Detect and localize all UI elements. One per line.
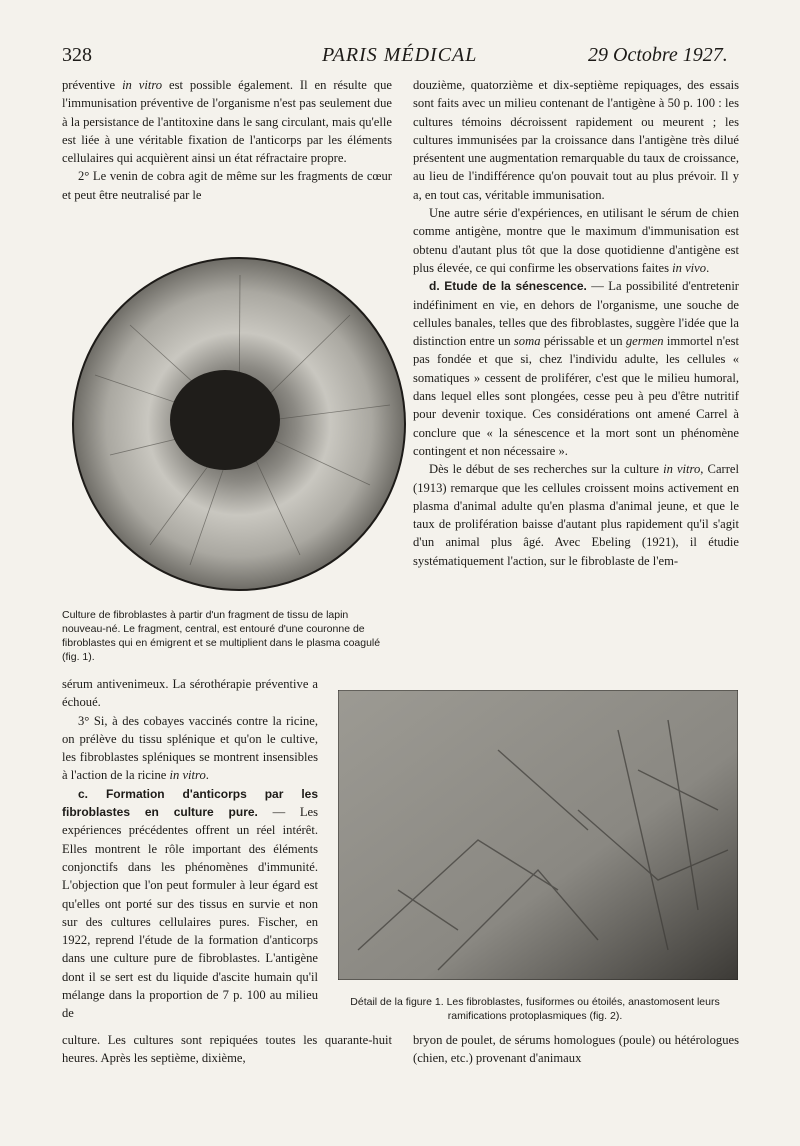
issue-date: 29 Octobre 1927. <box>588 44 728 66</box>
section-heading: d. Etude de la sénescence. <box>429 279 587 294</box>
section-heading: c. Formation d'anticorps par les fibroblastes en culture pure. <box>62 786 318 820</box>
page-number: 328 <box>62 44 92 66</box>
paragraph: Une autre série d'expériences, en utilisant le sérum de chien comme antigène, montre que le maximum d'immunisation est obtenu d'autant plus tôt que la dose quotidienne d'antigène est plus élevée, ce qui confirme les observations faites in vivo. <box>413 206 739 275</box>
paragraph: 3° Si, à des cobayes vaccinés contre la ricine, on prélève du tissu splénique et qu'on le cultive, les fibroblastes spléniques se montrent insensibles à l'action de la ricine in vitro. <box>62 713 318 783</box>
narrow-column-text <box>62 675 318 1023</box>
journal-title: PARIS MÉDICAL <box>322 44 478 66</box>
figure-1-caption: Culture de fibroblastes à partir d'un fragment de tissu de lapin nouveau-né. Le fragment, central, est entouré d'une couronne de fibroblastes qui en émigrent et se multiplient dans le plasma coagulé (fig. 1). <box>62 609 381 663</box>
bottom-right-text: bryon de poulet, de sérums homologues (poule) ou hétérologues (chien, etc.) provenant d'animaux <box>413 1033 739 1066</box>
paragraph: Dès le début de ses recherches sur la culture in vitro, Carrel (1913) remarque que les cellules croissent moins activement en plasma d'animal adulte qu'en plasma d'animal jeune, et que le taux de prolifération baisse d'autant plus rapidement qu'il s'agit d'un animal plus âgé. Avec Ebeling (1921), il étudie systématiquement l'action, sur le fibroblaste de l'em- <box>413 462 740 568</box>
paragraph: 2° Le venin de cobra agit de même sur les fragments de cœur et peut être neutralisé par le <box>62 169 392 202</box>
section-d: d. Etude de la sénescence. — La possibilité d'entretenir indéfiniment en vie, en dehors de l'organisme, une souche de cellules banales, telles que des fibroblastes, suggère l'idée que la distinction entre un soma périssable et un germen immortel n'est pas fondée et que si, chez l'individu adulte, les cellules « somatiques » cessent de proliférer, c'est que le milieu humoral, dans lequel elles sont plongées, cesse peu à peu d'être nutritif pour devenir toxique. Ces considérations ont amené Carrel à conclure que « la sénescence et la mort sont un phénomène contingent et non nécessaire ». <box>413 279 740 458</box>
figure-2-caption: Détail de la figure 1. Les fibroblastes, fusiformes ou étoilés, anastomosent leurs ramifications protoplasmiques (fig. 2). <box>350 996 720 1022</box>
section-c: c. Formation d'anticorps par les fibroblastes en culture pure. — Les expériences précédentes offrent un réel intérêt. Elles montrent le rôle important des éléments conjonctifs dans les phénomènes d'immunité. L'objection que l'on peut formuler à leur égard est qu'elles ont porté sur des tissus en survie et non sur des cultures cellulaires pures. Fischer, en 1922, reprend l'étude de la formation d'anticorps dans une culture pure de fibroblastes. L'antigène dont il se sert est du liquide d'ascite humain qu'il mélange dans la proportion de 7 p. 100 au milieu de <box>62 786 318 1021</box>
paragraph: sérum antivenimeux. La sérothérapie préventive a échoué. <box>62 677 318 710</box>
paragraph: préventive in vitro est possible également. Il en résulte que l'immunisation préventive de l'organisme n'est pas seulement due à la persistance de l'antitoxine dans le sang circulant, mais qu'elle est liée à une véritable fixation de l'anticorps par les éléments cellulaires qui acquièrent ainsi un état réfractaire propre. <box>62 78 392 166</box>
right-column-text <box>413 76 739 570</box>
figure-1-micrograph <box>70 255 408 593</box>
bottom-left-text: culture. Les cultures sont repiquées toutes les quarante-huit heures. Après les septième, dixième, <box>62 1033 392 1066</box>
left-column-text <box>62 76 392 204</box>
figure-2-micrograph <box>338 690 738 980</box>
paragraph: douzième, quatorzième et dix-septième repiquages, des essais sont faits avec un milieu contenant de l'antigène à 50 p. 100 : les cultures témoins décroissent rapidement ou meurent ; les cultures immunisées par la croissance dans l'antigène très dilué présentent une augmentation remarquable du taux de croissance, au lieu de l'indifférence qu'on pouvait tout au plus prévoir. Il y a, en tout cas, véritable immunisation. <box>413 78 739 202</box>
